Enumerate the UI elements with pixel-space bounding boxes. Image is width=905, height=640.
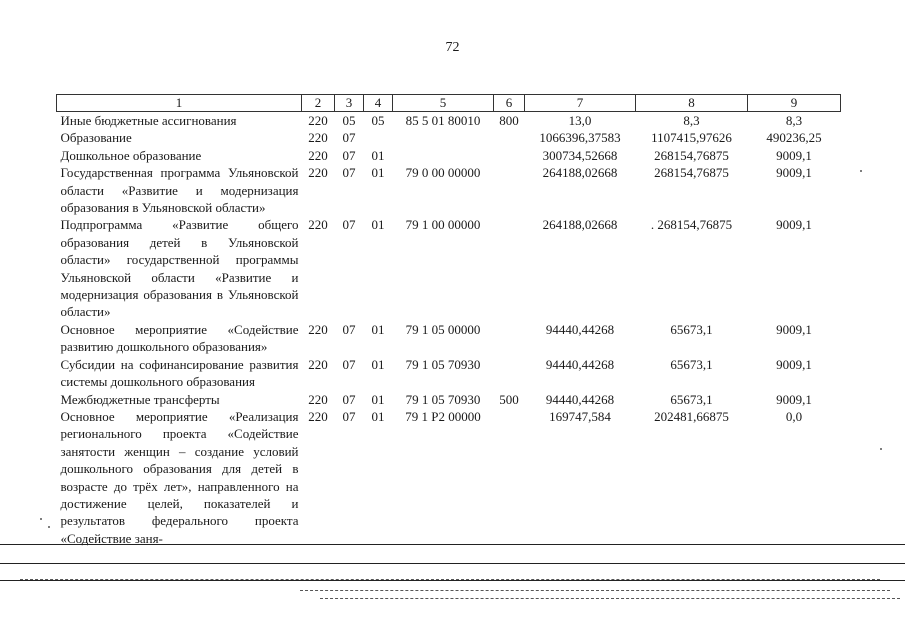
row-amount-7: 264188,02668 <box>542 217 618 233</box>
scan-line <box>0 563 905 564</box>
row-ministry: 220 <box>308 130 328 146</box>
row-target-article <box>393 147 494 164</box>
scan-speck <box>48 526 50 528</box>
table-row <box>57 408 841 547</box>
row-subsection: 01 <box>371 217 385 233</box>
row-target-article: 79 1 05 70930 <box>405 356 481 372</box>
table-row <box>57 147 841 164</box>
row-section: 05 <box>342 113 356 128</box>
row-target-article: 79 0 00 00000 <box>405 165 481 181</box>
row-subsection: 01 <box>371 147 385 163</box>
row-amount-9: 8,3 <box>785 113 803 128</box>
row-target-article: 79 1 P2 00000 <box>405 408 481 424</box>
row-amount-7: 169747,584 <box>549 408 611 424</box>
row-subsection: 01 <box>371 408 385 424</box>
row-subsection: 01 <box>371 321 385 337</box>
row-subsection: 01 <box>371 391 385 407</box>
table-row <box>57 216 841 320</box>
table-row <box>57 112 841 130</box>
budget-table <box>56 94 841 547</box>
scan-speck <box>860 170 862 172</box>
row-amount-8: 8,3 <box>683 113 700 128</box>
row-ministry: 220 <box>308 113 328 128</box>
row-amount-7: 94440,44268 <box>545 391 615 407</box>
row-ministry: 220 <box>308 165 328 181</box>
row-target-article: 79 1 05 00000 <box>405 321 481 337</box>
col-header: 1 <box>57 95 302 112</box>
row-ministry: 220 <box>308 356 328 372</box>
table-row <box>57 321 841 356</box>
row-section: 07 <box>342 321 356 337</box>
row-expense-type <box>494 147 525 164</box>
row-amount-8: 268154,76875 <box>654 165 729 181</box>
row-amount-8: . 268154,76875 <box>650 217 733 233</box>
row-section: 07 <box>342 408 356 424</box>
row-amount-9: 9009,1 <box>776 321 812 337</box>
row-expense-type <box>494 164 525 216</box>
row-name: Иные бюджетные ассигнования <box>60 113 237 128</box>
row-name: Образование <box>60 130 132 146</box>
row-target-article: 79 1 05 70930 <box>405 391 481 407</box>
row-section: 07 <box>342 147 356 163</box>
scan-dash-line <box>320 598 900 599</box>
scan-dash-line <box>300 590 890 591</box>
row-amount-9: 9009,1 <box>776 165 812 181</box>
row-amount-9: 9009,1 <box>776 391 812 407</box>
col-header: 7 <box>525 95 636 112</box>
row-amount-9: 9009,1 <box>776 217 812 233</box>
row-section: 07 <box>342 165 356 181</box>
row-amount-9: 0,0 <box>785 408 803 424</box>
row-expense-type: 500 <box>499 391 519 407</box>
page-number: 72 <box>445 40 460 55</box>
row-section: 07 <box>342 356 356 372</box>
row-amount-7: 94440,44268 <box>545 321 615 337</box>
row-ministry: 220 <box>308 147 328 163</box>
scan-line <box>0 544 905 545</box>
row-expense-type <box>494 216 525 320</box>
row-amount-7: 13,0 <box>568 113 592 128</box>
row-expense-type <box>494 356 525 391</box>
row-amount-9: 9009,1 <box>776 147 812 163</box>
row-subsection: 05 <box>371 113 385 128</box>
col-header: 2 <box>302 95 335 112</box>
row-amount-8: 268154,76875 <box>654 147 729 163</box>
row-subsection: 01 <box>371 165 385 181</box>
scan-dash-line <box>20 579 880 580</box>
col-header: 8 <box>636 95 748 112</box>
row-subsection: 01 <box>371 356 385 372</box>
row-subsection <box>364 129 393 146</box>
col-header: 6 <box>494 95 525 112</box>
scan-speck <box>880 448 882 450</box>
row-amount-8: 65673,1 <box>670 321 713 337</box>
row-amount-7: 1066396,37583 <box>539 130 621 146</box>
col-header: 4 <box>364 95 393 112</box>
row-ministry: 220 <box>308 217 328 233</box>
row-section: 07 <box>342 391 356 407</box>
row-target-article: 85 5 01 80010 <box>405 113 481 128</box>
row-expense-type <box>494 321 525 356</box>
header-row <box>57 95 841 112</box>
row-amount-7: 300734,52668 <box>542 147 618 163</box>
row-amount-7: 94440,44268 <box>545 356 615 372</box>
row-name: Государственная программа Ульяновской области «Развитие и модернизация образования в Ульяновской области» <box>60 165 299 216</box>
row-amount-8: 202481,66875 <box>654 408 729 424</box>
row-amount-8: 65673,1 <box>670 391 713 407</box>
table-row <box>57 129 841 146</box>
table-row <box>57 356 841 391</box>
row-amount-8: 65673,1 <box>670 356 713 372</box>
row-ministry: 220 <box>308 408 328 424</box>
row-section: 07 <box>342 130 356 146</box>
table-row <box>57 164 841 216</box>
row-expense-type: 800 <box>499 113 519 128</box>
row-amount-9: 490236,25 <box>766 130 822 146</box>
row-section: 07 <box>342 217 356 233</box>
row-name: Субсидии на софинансирование развития системы дошкольного образования <box>60 356 299 390</box>
row-target-article <box>393 129 494 146</box>
row-name: Подпрограмма «Развитие общего образования детей в Ульяновской области» государственной программы Ульяновской области «Развитие и модернизация образования в Ульяновской области» <box>60 217 299 320</box>
row-amount-8: 1107415,97626 <box>651 130 732 146</box>
table-row <box>57 391 841 408</box>
col-header: 5 <box>393 95 494 112</box>
row-ministry: 220 <box>308 321 328 337</box>
row-name: Основное мероприятие «Реализация регионального проекта «Содействие занятости женщин – создание условий дошкольного образования для детей в возрасте до трёх лет», направленного на достижение целей, показателей и результатов федерального проекта «Содействие заня- <box>60 408 299 546</box>
row-expense-type <box>494 129 525 146</box>
row-name: Дошкольное образование <box>60 147 202 163</box>
col-header: 3 <box>335 95 364 112</box>
scan-line <box>0 580 905 581</box>
row-name: Межбюджетные трансферты <box>60 391 220 407</box>
row-expense-type <box>494 408 525 547</box>
row-ministry: 220 <box>308 391 328 407</box>
row-amount-9: 9009,1 <box>776 356 812 372</box>
row-target-article: 79 1 00 00000 <box>405 217 481 233</box>
row-amount-7: 264188,02668 <box>542 165 618 181</box>
scan-speck <box>40 518 42 520</box>
col-header: 9 <box>748 95 841 112</box>
row-name: Основное мероприятие «Содействие развитию дошкольного образования» <box>60 321 299 355</box>
